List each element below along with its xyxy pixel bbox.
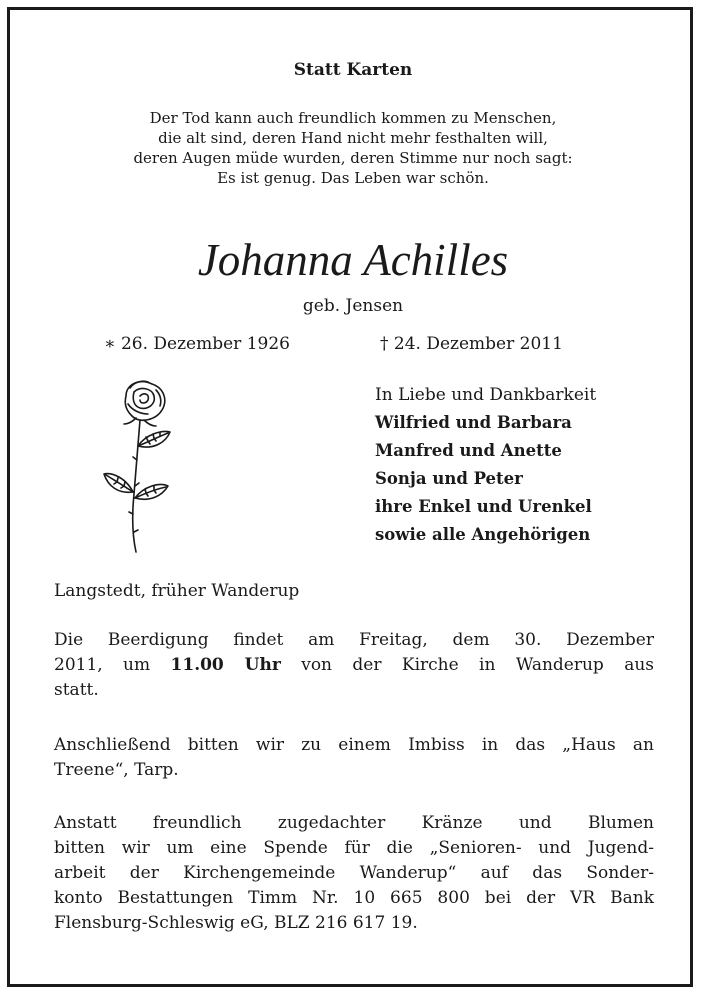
mourner-name: Sonja und Peter [375, 469, 523, 488]
reception-line: Treene“, Tarp. [54, 760, 179, 780]
reception-line: Anschließend bitten wir zu einem Imbiss in das „Haus an [54, 735, 654, 755]
mourner-name: ihre Enkel und Urenkel [375, 497, 592, 516]
funeral-line: statt. [54, 680, 99, 700]
funeral-line-part: von der Kirche in Wanderup aus [280, 655, 655, 675]
mourner-name: Wilfried und Barbara [375, 413, 572, 432]
poem-line: Der Tod kann auch freundlich kommen zu Menschen, [149, 109, 557, 127]
funeral-time: 11.00 Uhr [170, 655, 281, 675]
mourner-name: Manfred und Anette [375, 441, 562, 460]
birth-date: ∗ 26. Dezember 1926 [104, 334, 290, 354]
poem-line: die alt sind, deren Hand nicht mehr festhalten will, [158, 129, 548, 147]
poem-line: Es ist genug. Das Leben war schön. [217, 169, 489, 187]
funeral-line: Die Beerdigung findet am Freitag, dem 30. Dezember [54, 630, 654, 650]
funeral-line-part: 2011, um [54, 655, 171, 675]
heading: Statt Karten [293, 60, 413, 80]
death-date: † 24. Dezember 2011 [380, 334, 563, 354]
mourners-intro: In Liebe und Dankbarkeit [375, 385, 597, 405]
funeral-line [54, 653, 654, 678]
rose-icon [96, 374, 186, 558]
poem [0, 108, 706, 188]
donation-line: bitten wir um eine Spende für die „Senioren- und Jugend- [54, 838, 654, 858]
donation-line: Flensburg-Schleswig eG, BLZ 216 617 19. [54, 913, 418, 933]
birth-name: geb. Jensen [302, 296, 404, 316]
donation-line: konto Bestattungen Timm Nr. 10 665 800 bei der VR Bank [54, 888, 654, 908]
poem-line: deren Augen müde wurden, deren Stimme nur noch sagt: [133, 149, 573, 167]
place-line: Langstedt, früher Wanderup [54, 581, 300, 601]
donation-line: arbeit der Kirchengemeinde Wanderup“ auf das Sonder- [54, 863, 654, 883]
mourners-block [375, 381, 596, 549]
deceased-name: Johanna Achilles [197, 235, 509, 285]
donation-line: Anstatt freundlich zugedachter Kränze und Blumen [54, 813, 654, 833]
mourner-name: sowie alle Angehörigen [375, 525, 591, 544]
funeral-paragraph [54, 628, 654, 703]
donation-paragraph [54, 811, 654, 936]
reception-paragraph [54, 733, 654, 783]
